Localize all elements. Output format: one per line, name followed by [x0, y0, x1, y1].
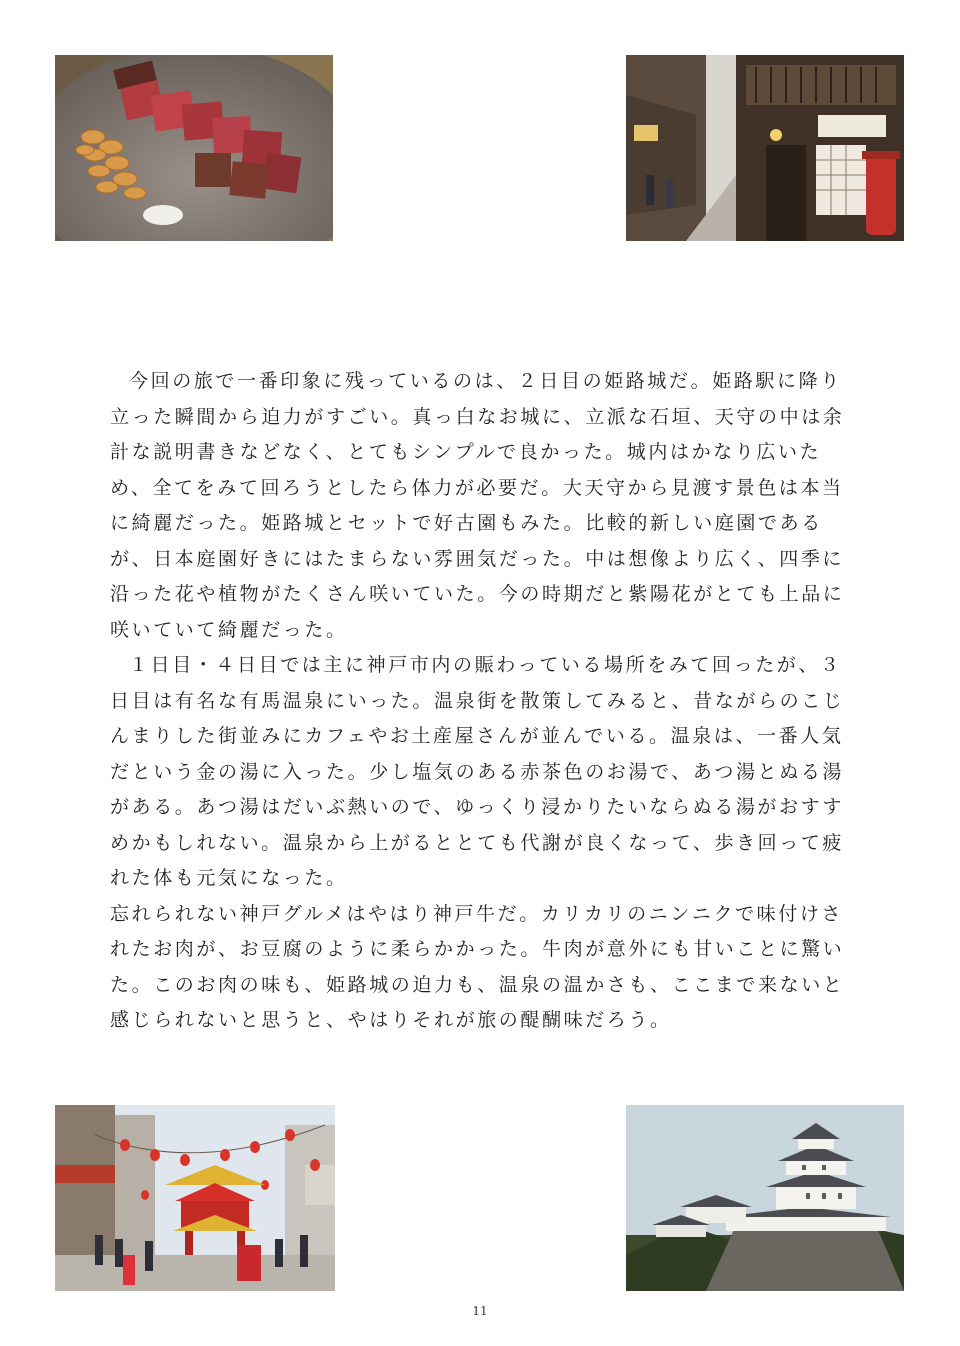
article-paragraph: 忘れられない神戸グルメはやはり神戸牛だ。カリカリのニンニクで味付けされたお肉が、お豆腐のように柔らかかった。牛肉が意外にも甘いことに驚いた。このお肉の味も、姫路城の迫力も、温泉の温かさも、ここまで来ないと感じられないと思うと、やはりそれが旅の醍醐味だろう。: [110, 902, 845, 1031]
chinatown-plaza-photo: [55, 1105, 335, 1291]
article-body: [110, 364, 850, 1039]
article-paragraph: 今回の旅で一番印象に残っているのは、２日目の姫路城だ。姫路駅に降り立った瞬間から迫力がすごい。真っ白なお城に、立派な石垣、天守の中は余計な説明書きなどなく、とてもシンプルで良かった。城内はかなり広いため、全てをみて回ろうとしたら体力が必要だ。大天守から見渡す景色は本当に綺麗だった。姫路城とセットで好古園もみた。比較的新しい庭園であるが、日本庭園好きにはたまらない雰囲気だった。中は想像より広く、四季に沿った花や植物がたくさん咲いていた。今の時期だと紫陽花がとても上品に咲いていて綺麗だった。: [110, 370, 845, 641]
himeji-castle-photo: [626, 1105, 904, 1291]
arima-onsen-street-photo: [626, 55, 904, 241]
page-number: 11: [472, 1304, 488, 1318]
article-paragraph: １日目・４日目では主に神戸市内の賑わっている場所をみて回ったが、３日目は有名な有馬温泉にいった。温泉街を散策してみると、昔ながらのこじんまりした街並みにカフェやお土産屋さんが並んでいる。温泉は、一番人気だという金の湯に入った。少し塩気のある赤茶色のお湯で、あつ湯とぬる湯がある。あつ湯はだいぶ熱いので、ゆっくり浸かりたいならぬる湯がおすすめかもしれない。温泉から上がるととても代謝が良くなって、歩き回って疲れた体も元気になった。: [110, 654, 845, 889]
kobe-beef-photo: [55, 55, 333, 241]
